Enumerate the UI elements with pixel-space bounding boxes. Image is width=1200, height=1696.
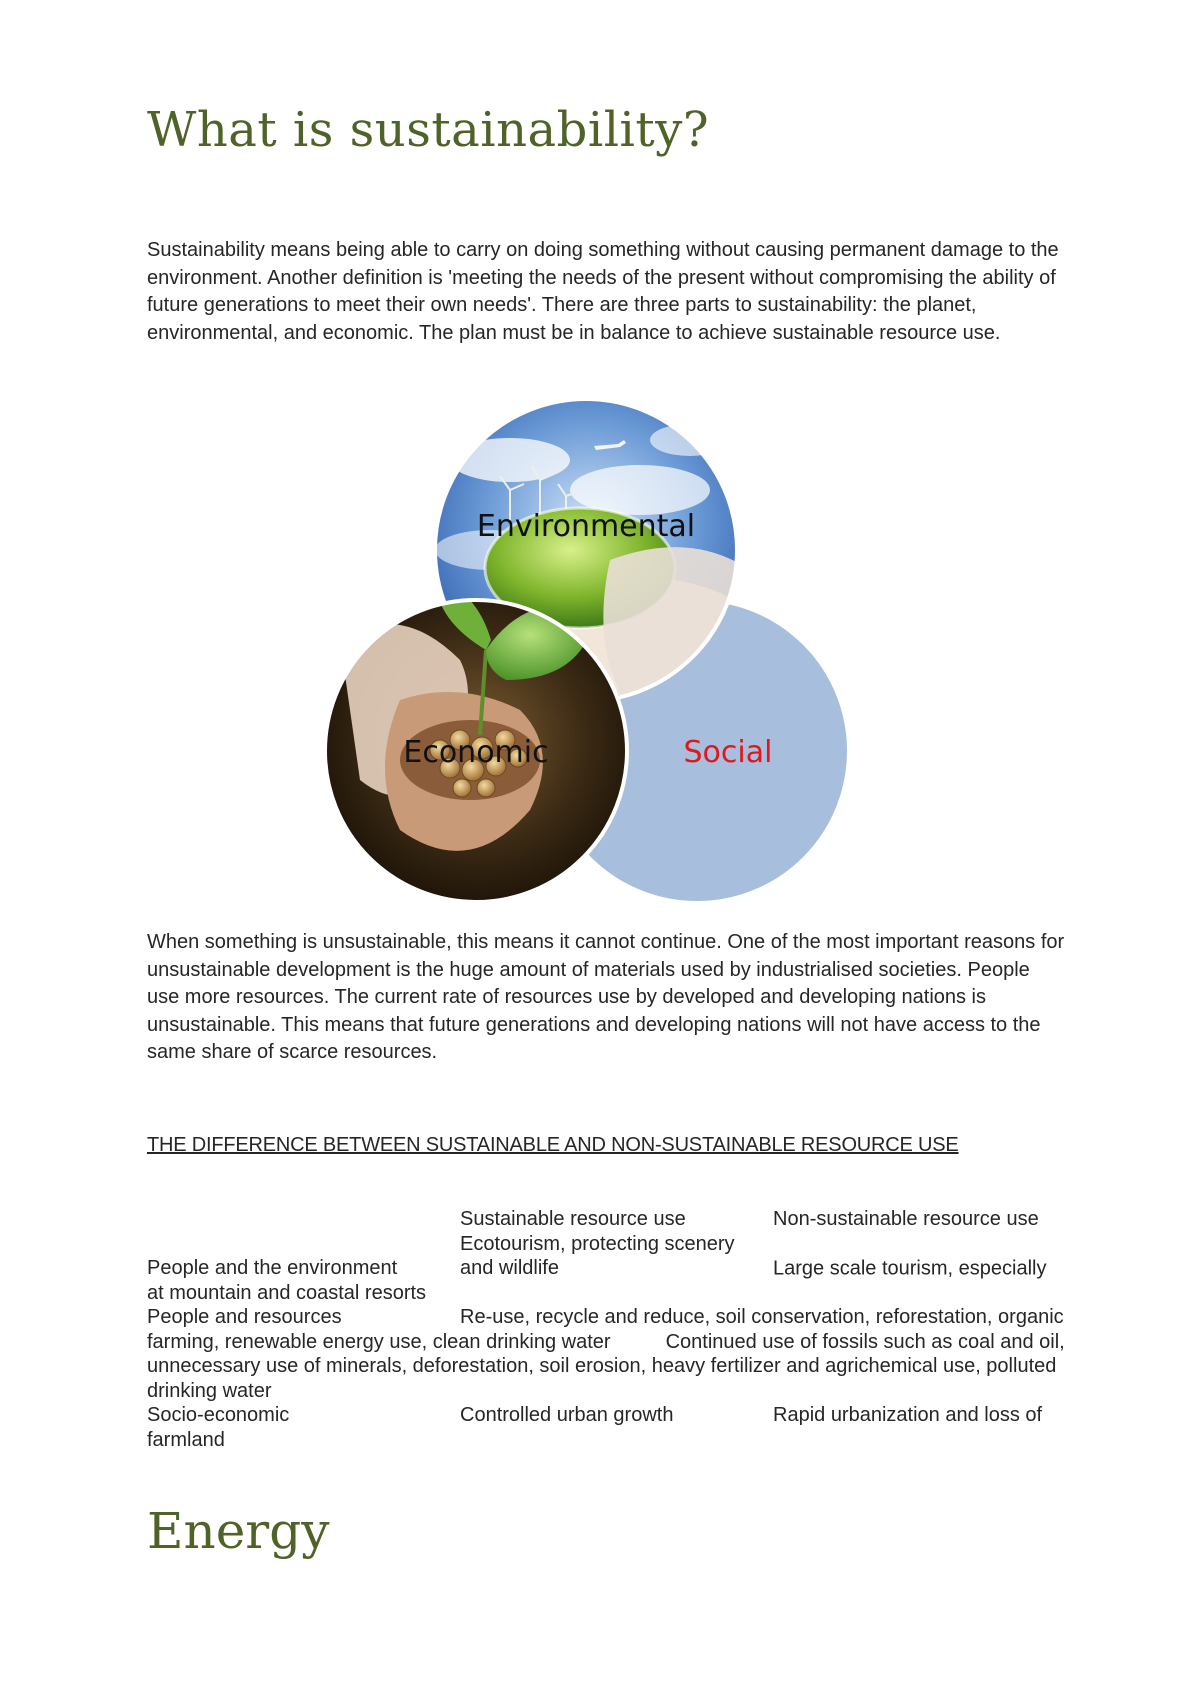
row-category: People and the environment bbox=[147, 1257, 398, 1279]
row-non-sustainable: Rapid urbanization and loss of farmland bbox=[147, 1404, 1043, 1451]
row-sustainable: Controlled urban growth bbox=[460, 1404, 674, 1426]
unsustainable-paragraph: When something is unsustainable, this means it cannot continue. One of the most important reasons for unsustainable development is the huge amount of materials used by industrialised societies. People use more resources. The current rate of resources use by developed and developing nations is unsustainable. This means that future generations and developing nations will not have access to the same share of scarce resources. bbox=[147, 931, 1065, 1063]
row-category: Socio-economic bbox=[147, 1404, 290, 1426]
table-header-row bbox=[147, 1207, 1067, 1232]
row-sustainable: Re-use, recycle and reduce, soil conservation, reforestation, organic farming, renewable energy use, clean drinking water bbox=[147, 1306, 1064, 1353]
header-sustainable: Sustainable resource use bbox=[460, 1208, 686, 1230]
comparison-table bbox=[147, 1207, 1067, 1452]
row-sustainable: Ecotourism, protecting scenery and wildlife bbox=[460, 1232, 735, 1279]
economic-label: Economic bbox=[403, 735, 549, 770]
header-non-sustainable: Non-sustainable resource use bbox=[773, 1208, 1039, 1230]
table-row bbox=[147, 1232, 1067, 1306]
section-heading-energy: Energy bbox=[147, 1502, 330, 1560]
sustainability-venn-diagram bbox=[310, 400, 870, 920]
row-category: People and resources bbox=[147, 1306, 342, 1328]
social-label: Social bbox=[683, 735, 773, 770]
section-subheading: THE DIFFERENCE BETWEEN SUSTAINABLE AND NON-SUSTAINABLE RESOURCE USE bbox=[147, 1134, 959, 1156]
table-row bbox=[147, 1305, 1067, 1403]
row-non-sustainable: Continued use of fossils such as coal and oil, unnecessary use of minerals, deforestation, soil erosion, heavy fertilizer and agrichemical use, polluted drinking water bbox=[147, 1330, 1065, 1402]
page-title: What is sustainability? bbox=[147, 102, 710, 158]
intro-paragraph: Sustainability means being able to carry on doing something without causing permanent damage to the environment. Another definition is 'meeting the needs of the present without compromising the ability of future generations to meet their own needs'. There are three parts to sustainability: the planet, environmental, and economic. The plan must be in balance to achieve sustainable resource use. bbox=[147, 239, 1059, 344]
table-row bbox=[147, 1403, 1067, 1452]
row-non-sustainable: Large scale tourism, especially at mountain and coastal resorts bbox=[147, 1257, 1047, 1304]
environmental-label: Environmental bbox=[476, 509, 696, 544]
